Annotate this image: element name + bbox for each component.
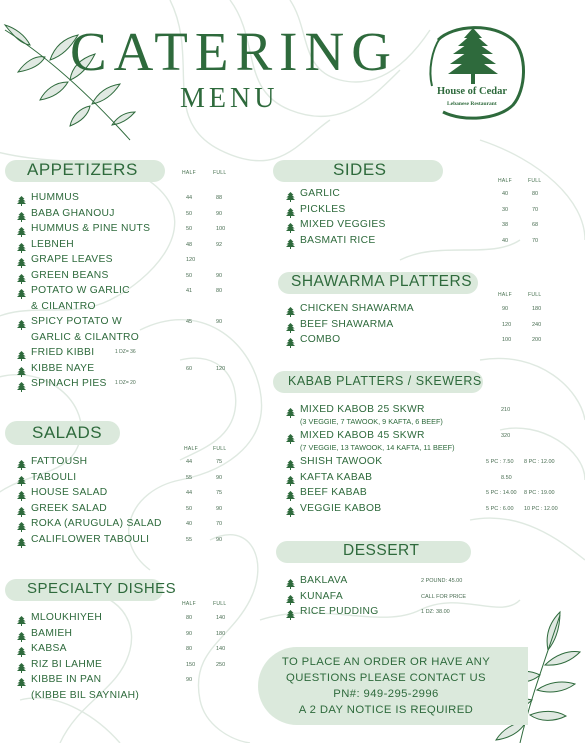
cedar-bullet-icon bbox=[17, 473, 26, 483]
cedar-bullet-icon bbox=[17, 379, 26, 389]
logo-name: House of Cedar bbox=[437, 86, 507, 97]
menu-item-name: KAFTA KABAB bbox=[300, 471, 373, 483]
half-price: 44 bbox=[186, 459, 193, 465]
full-price: 140 bbox=[216, 615, 226, 621]
half-price: 40 bbox=[186, 521, 193, 527]
cedar-bullet-icon bbox=[286, 304, 295, 314]
full-price: 92 bbox=[216, 241, 223, 248]
menu-item-name: MIXED KABOB 25 SKWR bbox=[300, 404, 425, 415]
full-price: 250 bbox=[216, 661, 226, 668]
menu-item-name: CHICKEN SHAWARMA bbox=[300, 303, 414, 314]
cedar-bullet-icon bbox=[17, 457, 26, 467]
half-price: 120 bbox=[186, 257, 196, 263]
cedar-bullet-icon bbox=[286, 405, 295, 415]
platter-price: 210 bbox=[501, 407, 511, 413]
half-price: 90 bbox=[186, 677, 193, 683]
cedar-bullet-icon bbox=[286, 576, 295, 586]
cedar-bullet-icon bbox=[286, 431, 295, 441]
order-notice-line1: TO PLACE AN ORDER OR HAVE ANY bbox=[281, 656, 491, 668]
menu-item-name: BEEF SHAWARMA bbox=[300, 318, 394, 330]
menu-item-name: MIXED KABOB 45 SKWR bbox=[300, 430, 425, 441]
cedar-bullet-icon bbox=[17, 271, 26, 281]
menu-item-name: PICKLES bbox=[300, 203, 346, 215]
half-price: 90 bbox=[502, 306, 509, 312]
cedar-bullet-icon bbox=[286, 473, 295, 483]
shawarma-title: SHAWARMA PLATTERS bbox=[291, 273, 473, 290]
full-column-header: FULL bbox=[213, 170, 227, 176]
kabab-title: KABAB PLATTERS / SKEWERS bbox=[288, 374, 482, 388]
cedar-bullet-icon bbox=[17, 660, 26, 670]
platter-price: 320 bbox=[501, 433, 511, 439]
cedar-bullet-icon bbox=[17, 629, 26, 639]
half-price: 60 bbox=[186, 365, 193, 372]
item-note: 1 DZ= 20 bbox=[115, 380, 136, 386]
cedar-bullet-icon bbox=[17, 317, 26, 327]
specialty-title: SPECIALTY DISHES bbox=[27, 580, 177, 597]
cedar-bullet-icon bbox=[286, 335, 295, 345]
cedar-bullet-icon bbox=[286, 320, 295, 330]
full-price: 80 bbox=[532, 191, 539, 197]
menu-item-name: GREEK SALAD bbox=[31, 502, 107, 514]
dessert-price: 2 POUND: 45.00 bbox=[421, 578, 463, 584]
menu-item-name: BAKLAVA bbox=[300, 575, 348, 586]
half-price: 120 bbox=[502, 321, 512, 328]
full-price: 100 bbox=[216, 226, 226, 232]
full-price: 90 bbox=[216, 536, 223, 543]
full-price: 75 bbox=[216, 459, 223, 465]
menu-item-name: GREEN BEANS bbox=[31, 269, 109, 281]
order-notice-line4: A 2 DAY NOTICE IS REQUIRED bbox=[298, 704, 474, 716]
menu-item-name: SPICY POTATO W bbox=[31, 316, 122, 327]
half-price: 80 bbox=[186, 615, 193, 621]
sides-title: SIDES bbox=[333, 160, 387, 179]
order-phone: PN#: 949-295-2996 bbox=[333, 688, 439, 700]
cedar-bullet-icon bbox=[286, 189, 295, 199]
price-small-count: 5 PC : 7.50 bbox=[486, 459, 514, 465]
cedar-bullet-icon bbox=[17, 348, 26, 358]
half-price: 45 bbox=[186, 319, 193, 325]
half-price: 55 bbox=[186, 536, 193, 543]
cedar-bullet-icon bbox=[17, 240, 26, 250]
menu-item-name: ROKA (ARUGULA) SALAD bbox=[31, 518, 162, 529]
full-column-header: FULL bbox=[528, 178, 542, 184]
menu-item-name: BEEF KABAB bbox=[300, 487, 368, 498]
cedar-bullet-icon bbox=[17, 675, 26, 685]
half-price: 100 bbox=[502, 337, 512, 343]
cedar-bullet-icon bbox=[17, 286, 26, 296]
half-price: 48 bbox=[186, 241, 193, 248]
menu-item-name: KIBBE IN PAN bbox=[31, 674, 102, 685]
menu-item-name: KABSA bbox=[31, 643, 67, 654]
menu-item-name: FRIED KIBBI bbox=[31, 347, 95, 358]
half-price: 150 bbox=[186, 661, 196, 668]
full-price: 90 bbox=[216, 319, 223, 325]
cedar-bullet-icon bbox=[17, 519, 26, 529]
full-price: 90 bbox=[216, 474, 223, 481]
menu-item-name: GRAPE LEAVES bbox=[31, 254, 113, 265]
half-price: 50 bbox=[186, 505, 193, 512]
full-price: 140 bbox=[216, 646, 226, 652]
price-small-count: 5 PC : 6.00 bbox=[486, 505, 514, 512]
half-column-header: HALF bbox=[498, 178, 512, 184]
menu-item-name: MLOUKHIYEH bbox=[31, 612, 103, 623]
price-large-count: 8 PC : 19.00 bbox=[524, 490, 555, 496]
menu-item-name: VEGGIE KABOB bbox=[300, 502, 382, 514]
full-price: 180 bbox=[216, 630, 226, 637]
price-small-count: 5 PC : 14.00 bbox=[486, 490, 517, 496]
menu-item-name: KUNAFA bbox=[300, 590, 343, 602]
menu-item-name: CALIFLOWER TABOULI bbox=[31, 533, 150, 545]
menu-item-name: HUMMUS bbox=[31, 192, 80, 203]
cedar-bullet-icon bbox=[17, 504, 26, 514]
cedar-bullet-icon bbox=[286, 592, 295, 602]
cedar-bullet-icon bbox=[286, 504, 295, 514]
cedar-bullet-icon bbox=[286, 205, 295, 215]
half-price: 44 bbox=[186, 490, 193, 496]
menu-item-name: FATTOUSH bbox=[31, 456, 88, 467]
half-column-header: HALF bbox=[182, 601, 196, 607]
price-large-count: 8 PC : 12.00 bbox=[524, 459, 555, 465]
half-price: 50 bbox=[186, 272, 193, 279]
menu-item-name: KIBBE NAYE bbox=[31, 362, 95, 374]
menu-item-name: SPINACH PIES bbox=[31, 378, 107, 389]
half-price: 55 bbox=[186, 474, 193, 481]
appetizers-title: APPETIZERS bbox=[27, 160, 138, 179]
half-price: 40 bbox=[502, 191, 509, 197]
full-column-header: FULL bbox=[528, 292, 542, 298]
cedar-bullet-icon bbox=[17, 488, 26, 498]
cedar-bullet-icon bbox=[286, 236, 295, 246]
cedar-bullet-icon bbox=[17, 364, 26, 374]
full-price: 90 bbox=[216, 210, 223, 217]
full-column-header: FULL bbox=[213, 601, 227, 607]
cedar-bullet-icon bbox=[17, 255, 26, 265]
cedar-bullet-icon bbox=[286, 607, 295, 617]
menu-item-name: POTATO W GARLIC bbox=[31, 285, 130, 296]
price-small-count: 8.50 bbox=[501, 474, 512, 481]
half-column-header: HALF bbox=[184, 446, 198, 452]
menu-item-name: BABA GHANOUJ bbox=[31, 207, 115, 219]
menu-item-name-cont: (KIBBE BIL SAYNIAH) bbox=[31, 689, 140, 701]
menu-item-name: BAMIEH bbox=[31, 627, 73, 639]
full-price: 70 bbox=[216, 521, 223, 527]
cedar-bullet-icon bbox=[17, 613, 26, 623]
menu-item-name: MIXED VEGGIES bbox=[300, 219, 386, 230]
half-price: 90 bbox=[186, 630, 193, 637]
dessert-price: 1 DZ: 38.00 bbox=[421, 609, 450, 615]
cedar-bullet-icon bbox=[286, 488, 295, 498]
menu-item-name: LEBNEH bbox=[31, 238, 75, 250]
half-price: 50 bbox=[186, 226, 193, 232]
cedar-tree-icon bbox=[448, 28, 498, 84]
cedar-bullet-icon bbox=[17, 644, 26, 654]
half-price: 30 bbox=[502, 206, 509, 213]
full-price: 88 bbox=[216, 195, 223, 201]
full-price: 80 bbox=[216, 288, 223, 294]
menu-item-name: COMBO bbox=[300, 334, 341, 345]
order-notice-line2: QUESTIONS PLEASE CONTACT US bbox=[286, 672, 486, 684]
cedar-bullet-icon bbox=[286, 220, 295, 230]
half-price: 38 bbox=[502, 222, 509, 228]
full-price: 70 bbox=[532, 206, 539, 213]
logo-tagline: Lebanese Restaurant bbox=[447, 101, 497, 107]
page-title: CATERING bbox=[70, 21, 398, 82]
half-price: 41 bbox=[186, 288, 193, 294]
full-price: 70 bbox=[532, 237, 539, 244]
half-column-header: HALF bbox=[498, 292, 512, 298]
menu-item-name: HUMMUS & PINE NUTS bbox=[31, 223, 151, 234]
half-price: 40 bbox=[502, 237, 509, 244]
full-price: 180 bbox=[532, 306, 542, 312]
menu-item-name: HOUSE SALAD bbox=[31, 487, 108, 498]
half-price: 50 bbox=[186, 210, 193, 217]
full-price: 90 bbox=[216, 505, 223, 512]
full-price: 90 bbox=[216, 272, 223, 279]
item-note: 1 DZ= 36 bbox=[115, 349, 136, 355]
menu-item-name: BASMATI RICE bbox=[300, 234, 376, 246]
page-subtitle: MENU bbox=[180, 83, 279, 114]
menu-item-name-cont: & CILANTRO bbox=[31, 300, 96, 312]
menu-item-name: RICE PUDDING bbox=[300, 606, 379, 617]
full-price: 75 bbox=[216, 490, 223, 496]
menu-item-name: SHISH TAWOOK bbox=[300, 456, 383, 467]
full-column-header: FULL bbox=[213, 446, 227, 452]
salads-title: SALADS bbox=[32, 423, 103, 442]
kabob-composition: (3 VEGGIE, 7 TAWOOK, 9 KAFTA, 6 BEEF) bbox=[300, 417, 443, 426]
half-price: 80 bbox=[186, 646, 193, 652]
cedar-bullet-icon bbox=[17, 224, 26, 234]
cedar-bullet-icon bbox=[286, 457, 295, 467]
menu-item-name-cont: GARLIC & CILANTRO bbox=[31, 331, 140, 343]
full-price: 200 bbox=[532, 337, 542, 343]
dessert-price: CALL FOR PRICE bbox=[421, 593, 467, 600]
half-price: 44 bbox=[186, 195, 193, 201]
menu-item-name: RIZ BI LAHME bbox=[31, 658, 103, 670]
menu-item-name: GARLIC bbox=[300, 188, 341, 199]
dessert-title: DESSERT bbox=[343, 542, 420, 559]
full-price: 240 bbox=[532, 321, 542, 328]
full-price: 68 bbox=[532, 222, 539, 228]
cedar-bullet-icon bbox=[17, 193, 26, 203]
cedar-bullet-icon bbox=[17, 209, 26, 219]
kabob-composition: (7 VEGGIE, 13 TAWOOK, 14 KAFTA, 11 BEEF) bbox=[300, 443, 455, 452]
half-column-header: HALF bbox=[182, 170, 196, 176]
menu-item-name: TABOULI bbox=[31, 471, 77, 483]
full-price: 120 bbox=[216, 365, 226, 372]
price-large-count: 10 PC : 12.00 bbox=[524, 505, 558, 512]
cedar-bullet-icon bbox=[17, 535, 26, 545]
